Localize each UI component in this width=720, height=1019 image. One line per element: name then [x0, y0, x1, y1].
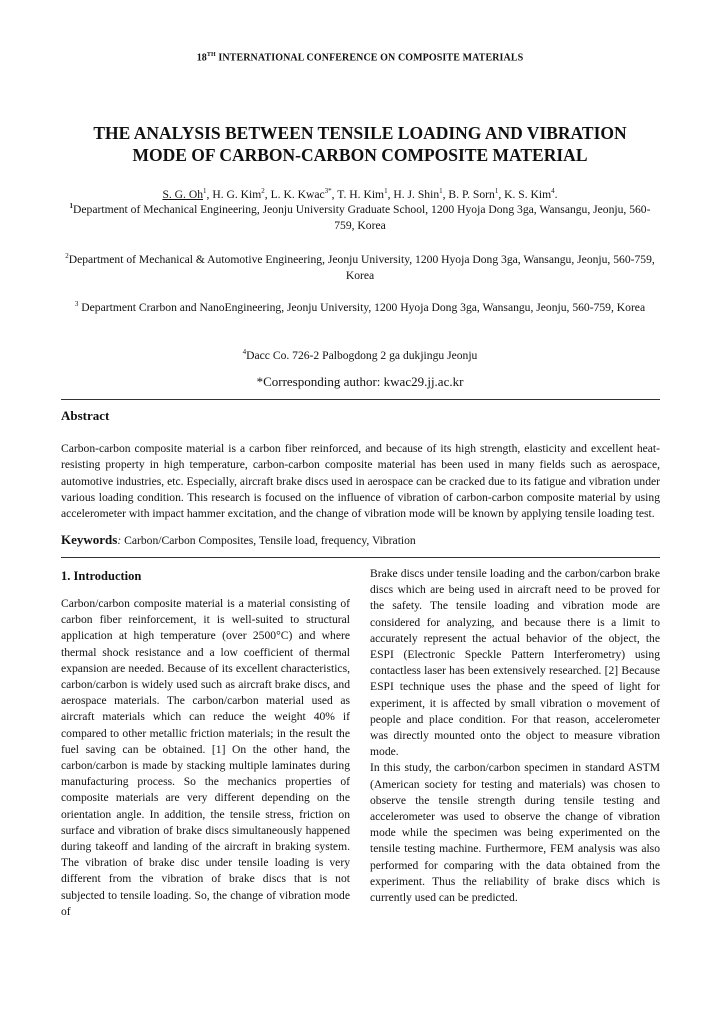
author-sup: 1	[203, 187, 207, 195]
affiliation-4	[60, 344, 660, 364]
abstract-body: Carbon-carbon composite material is a carbon fiber reinforced, and because of its high strength, elasticity and excellent heat-resisting property in high temperature, carbon-carbon composite material has been used in many fields such as aerospace, automotive industries, etc. Especially, aircraft brake discs used in aerospace can be cracked due to its fatigue and vibration under various loading condition. This research is focused on the influence of vibration of carbon-carbon composite material by using accelerometer with impact hammer excitation, and the change of vibration mode will be known by applying tensile loading test.	[61, 442, 660, 521]
author-sep: ,	[498, 187, 505, 201]
left-column	[61, 569, 350, 920]
intro-paragraph: Carbon/carbon composite material is a material consisting of carbon fiber reinforcement, it is well-suited to structural application at high temperature (over 2500°C) and where thermal shock resistance and a low coefficient of thermal expansion are needed. Because of its excellent characteristics, carbon/carbon is widely used such as aircraft brake discs, and aerospace materials. The carbon/carbon material used as aircraft materials which can reduce the weight 40% if compared to other metallic friction materials; in the result the fuel saving can be obtained. [1] On the other hand, the carbon/carbon is made by stacking multiple laminates during manufacturing process. So the mechanics properties of composite materials are very different depending on the orientation angle. In addition, the tensile stress, friction on surface and vibration of brake discs simultaneously happened during takeoff and landing of the aircraft in braking system. The vibration of brake disc under tensile loading is very different from the vibration of brake discs that is not subjected to tensile loading. So, the change of vibration mode of	[61, 597, 350, 918]
author-name: S. G. Oh	[162, 187, 204, 201]
author-sup: 1	[439, 187, 443, 195]
author-name: H. G. Kim	[212, 187, 262, 201]
author-sep: ,	[387, 187, 394, 201]
conference-header	[0, 52, 720, 63]
title-line-1: THE ANALYSIS BETWEEN TENSILE LOADING AND VIBRATION	[93, 123, 627, 143]
abstract-heading: Abstract	[61, 408, 110, 423]
keywords-label: Keywords	[61, 532, 118, 547]
header-text: INTERNATIONAL CONFERENCE ON COMPOSITE MATERIALS	[215, 52, 524, 64]
affiliation-text: Department Crarbon and NanoEngineering, Jeonju University, 1200 Hyoja Dong 3ga, Wansangu, Jeonju, 560-759, Korea	[78, 300, 646, 314]
affiliation-num: 3	[74, 300, 79, 308]
affiliation-text: Dacc Co. 726-2 Palbogdong 2 ga dukjingu Jeonju	[246, 348, 478, 362]
author-sup: 4	[551, 187, 555, 195]
author-sup: 1	[384, 187, 388, 195]
affiliation-num: 4	[242, 348, 247, 356]
keywords	[61, 532, 660, 548]
author-name: T. H. Kim	[337, 187, 385, 201]
author-sep: .	[554, 187, 558, 201]
author-sep: ,	[206, 187, 213, 201]
intro-paragraph: Brake discs under tensile loading and the carbon/carbon brake discs which are being used in aircraft need to be proved for the safety. The tensile loading and vibration mode are considered for analyzing, and because there is a limit to accurately represent the actual behavior of the object, the ESPI (Electronic Speckle Pattern Interferometry) using contactless laser has been extensively researched. [2] Because ESPI technique uses the phase and the speed of light for experiment, it is affected by small vibration o movement of people and place condition. For that reason, accelerometer was directly mounted onto the object to measure vibration mode.	[370, 567, 660, 759]
header-sup: TH	[206, 52, 216, 58]
affiliation-text: Department of Mechanical Engineering, Jeonju University Graduate School, 1200 Hyoja Dong 3ga, Wansangu, Jeonju, 560-759, Korea	[73, 202, 651, 233]
affiliation-text: Department of Mechanical & Automotive Engineering, Jeonju University, 1200 Hyoja Dong 3ga, Wansangu, Jeonju, 560-759, Korea	[68, 252, 655, 283]
affiliation-num: 1	[69, 202, 74, 210]
keywords-text: Carbon/Carbon Composites, Tensile load, frequency, Vibration	[121, 534, 416, 547]
author-sep: ,	[264, 187, 271, 201]
author-sup: 2	[261, 187, 265, 195]
affiliation-2	[60, 248, 660, 285]
corresponding-author: *Corresponding author: kwac29.jj.ac.kr	[256, 374, 464, 389]
divider	[61, 399, 660, 400]
author-sep: ,	[331, 187, 338, 201]
author-name: L. K. Kwac	[270, 187, 325, 201]
keywords-colon: :	[117, 534, 122, 547]
author-name: B. P. Sorn	[448, 187, 495, 201]
author-name: K. S. Kim	[504, 187, 552, 201]
section-heading: 1. Introduction	[61, 569, 142, 583]
right-column	[370, 566, 660, 906]
affiliation-3	[60, 296, 660, 316]
affiliation-num: 2	[65, 252, 69, 260]
author-sep: ,	[442, 187, 449, 201]
author-sup: 1	[494, 187, 499, 195]
intro-paragraph: In this study, the carbon/carbon specimen in standard ASTM (American society for testing and materials) was chosen to observe the tensile strength during tensile testing and accelerometer was used to observe the change of vibration mode while the specimen was being experimented on the tensile testing machine. Furthermore, FEM analysis was also performed for comparing with the data obtained from the experiment. Thus the reliability of brake discs which is currently used can be predicted.	[370, 761, 660, 905]
author-name: H. J. Shin	[393, 187, 440, 201]
header-number: 18	[196, 52, 207, 64]
title-line-2: MODE OF CARBON-CARBON COMPOSITE MATERIAL	[132, 145, 588, 165]
affiliation-1	[60, 198, 660, 235]
divider	[61, 557, 660, 558]
author-sup: 3*	[324, 187, 332, 195]
paper-title	[40, 122, 680, 166]
